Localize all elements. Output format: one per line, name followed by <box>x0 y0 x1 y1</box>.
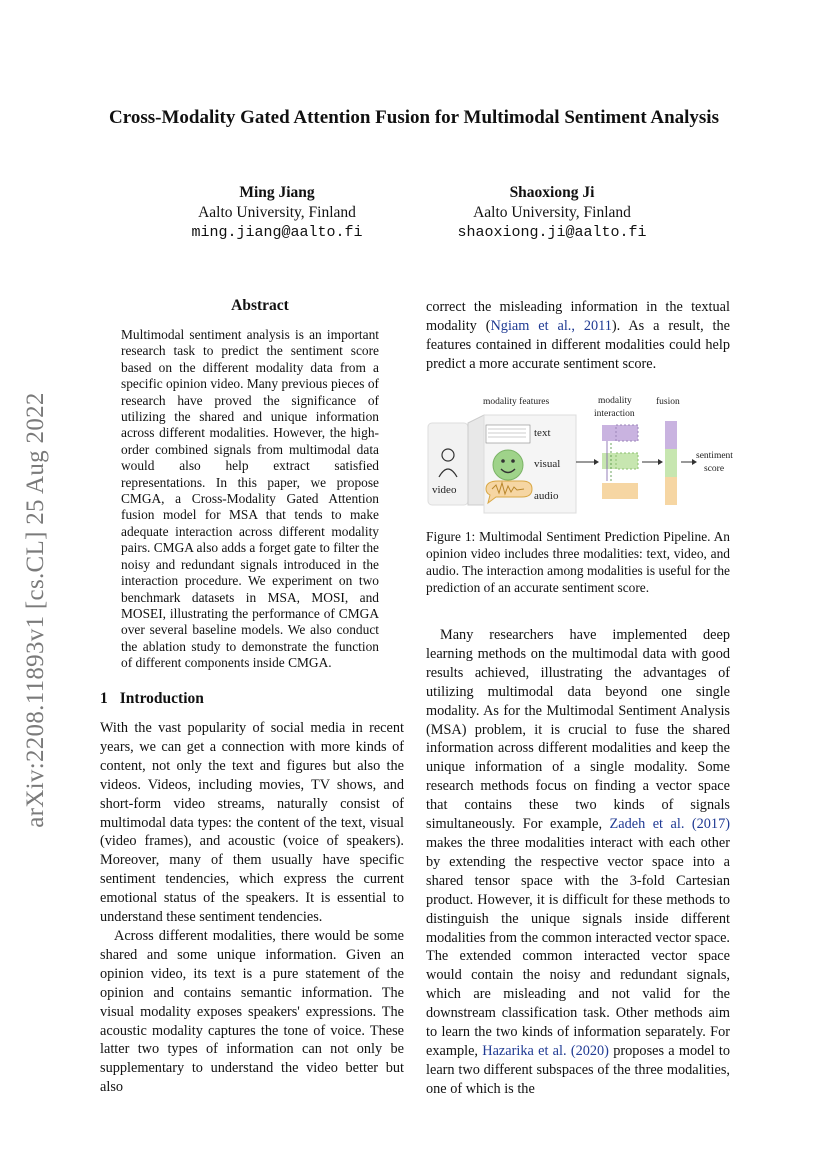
text-document-icon <box>486 425 530 443</box>
citation-link[interactable]: Ngiam et al., 2011 <box>490 317 612 334</box>
label-interaction: interaction <box>594 409 635 419</box>
label-score: score <box>704 464 725 474</box>
paragraph: correct the misleading information in the textual modality (Ngiam et al., 2011). As a result, the features contained in different modalities could help predict a more accurate sentiment score. <box>426 299 730 372</box>
section-heading <box>100 690 204 708</box>
label-sentiment: sentiment <box>696 451 733 461</box>
figure-caption: Figure 1: Multimodal Sentiment Prediction Pipeline. An opinion video includes three modalities: text, video, and audio. The interaction among modalities is useful for the prediction of an accurate sentiment score. <box>426 529 730 595</box>
right-column-body <box>426 626 730 1099</box>
abstract-heading: Abstract <box>231 297 289 314</box>
citation-link[interactable]: Zadeh et al. (2017) <box>609 816 730 833</box>
section-title: Introduction <box>119 690 204 707</box>
paragraph: Many researchers have implemented deep learning methods on the multimodal data with good results achieved, illustrating the advantages of utilizing multimodal data beyond one single modality. As for the Multimodal Sentiment Analysis (MSA) problem, it is crucial to fuse the shared information across different modalities and keep the unique information of a single modality. Some research methods focus on finding a vector space that contains these two kinds of signals simultaneously. For example, Zadeh et al. (2017) makes the three modalities interact with each other by extending the respective vector space into a shared tensor space with the 3-fold Cartesian product. However, it is difficult for these methods to distinguish the unique signals inside different modalities from the common interacted vector space. The extended common interacted vector space would contain the noisy and redundant signals, which are misleading and not valid for the downstream classification task. Other methods aim to learn the two kinds of information separately. For example, Hazarika et al. (2020) proposes a model to learn two different subspaces of the three modalities, one of which is the <box>426 627 731 1097</box>
label-audio: audio <box>534 490 559 502</box>
author-email[interactable]: ming.jiang@aalto.fi <box>191 224 363 241</box>
arxiv-sidebar <box>6 360 66 860</box>
citation-link[interactable]: Hazarika et al. (2020) <box>482 1042 609 1059</box>
label-text: text <box>534 427 551 439</box>
paragraph: With the vast popularity of social media in recent years, we can get a connection with more kinds of content, not only the text and figures but also the videos. Videos, including movies, TV shows, and short-form video streams, naturally consist of multimodal data types: the content of the text, visual (video frames), and acoustic (voice of speakers). Moreover, many of them usually have specific sentiment tendencies, which express the current emotional status of the speakers. It is essential to understand these sentiment tendencies. <box>100 720 404 926</box>
paper-title: Cross-Modality Gated Attention Fusion for Multimodal Sentiment Analysis <box>109 107 719 128</box>
abstract-text: Multimodal sentiment analysis is an important research task to predict the sentiment score based on the different modality data from a specific opinion video. Many previous pieces of research have proved the significance of utilizing the shared and unique information across different modalities. However, the high-order combined signals from multimodal data would also help extract satisfied representations. In this paper, we propose CMGA, a Cross-Modality Gated Attention fusion model for MSA that tends to make adequate interaction across different modality pairs. CMGA also adds a forget gate to filter the noisy and redundant signals introduced in the interaction procedure. We experiment on two benchmark datasets in MSA, MOSI, and MOSEI, illustrating the performance of CMGA over several baseline models. We also conduct the ablation study to demonstrate the function of different components inside CMGA. <box>121 327 379 671</box>
smiley-icon <box>493 450 523 480</box>
label-modality: modality <box>598 396 632 406</box>
arxiv-identifier: arXiv:2208.11893v1 [cs.CL] 25 Aug 2022 <box>22 392 49 828</box>
author-name: Shaoxiong Ji <box>509 184 595 201</box>
label-fusion: fusion <box>656 397 680 407</box>
author-name: Ming Jiang <box>239 184 315 201</box>
author-block-2 <box>432 183 672 243</box>
author-block-1 <box>157 183 397 243</box>
figure-pipeline <box>426 393 746 518</box>
author-affiliation: Aalto University, Finland <box>198 204 356 221</box>
label-video: video <box>432 484 457 496</box>
paragraph: Across different modalities, there would be some shared and some unique information. Given an opinion video, its text is a pure statement of the opinion and contains semantic information. The visual modality exposes speakers' expressions. The acoustic modality captures the tone of voice. These latter two types of information can not only be supplementary to understand the video better but also <box>100 927 404 1096</box>
label-modality-features: modality features <box>483 397 550 407</box>
author-affiliation: Aalto University, Finland <box>473 204 631 221</box>
author-email[interactable]: shaoxiong.ji@aalto.fi <box>457 224 647 241</box>
section-number: 1 <box>100 690 108 707</box>
label-visual: visual <box>534 458 561 470</box>
left-column-body <box>100 719 404 1097</box>
right-column-top <box>426 298 730 374</box>
